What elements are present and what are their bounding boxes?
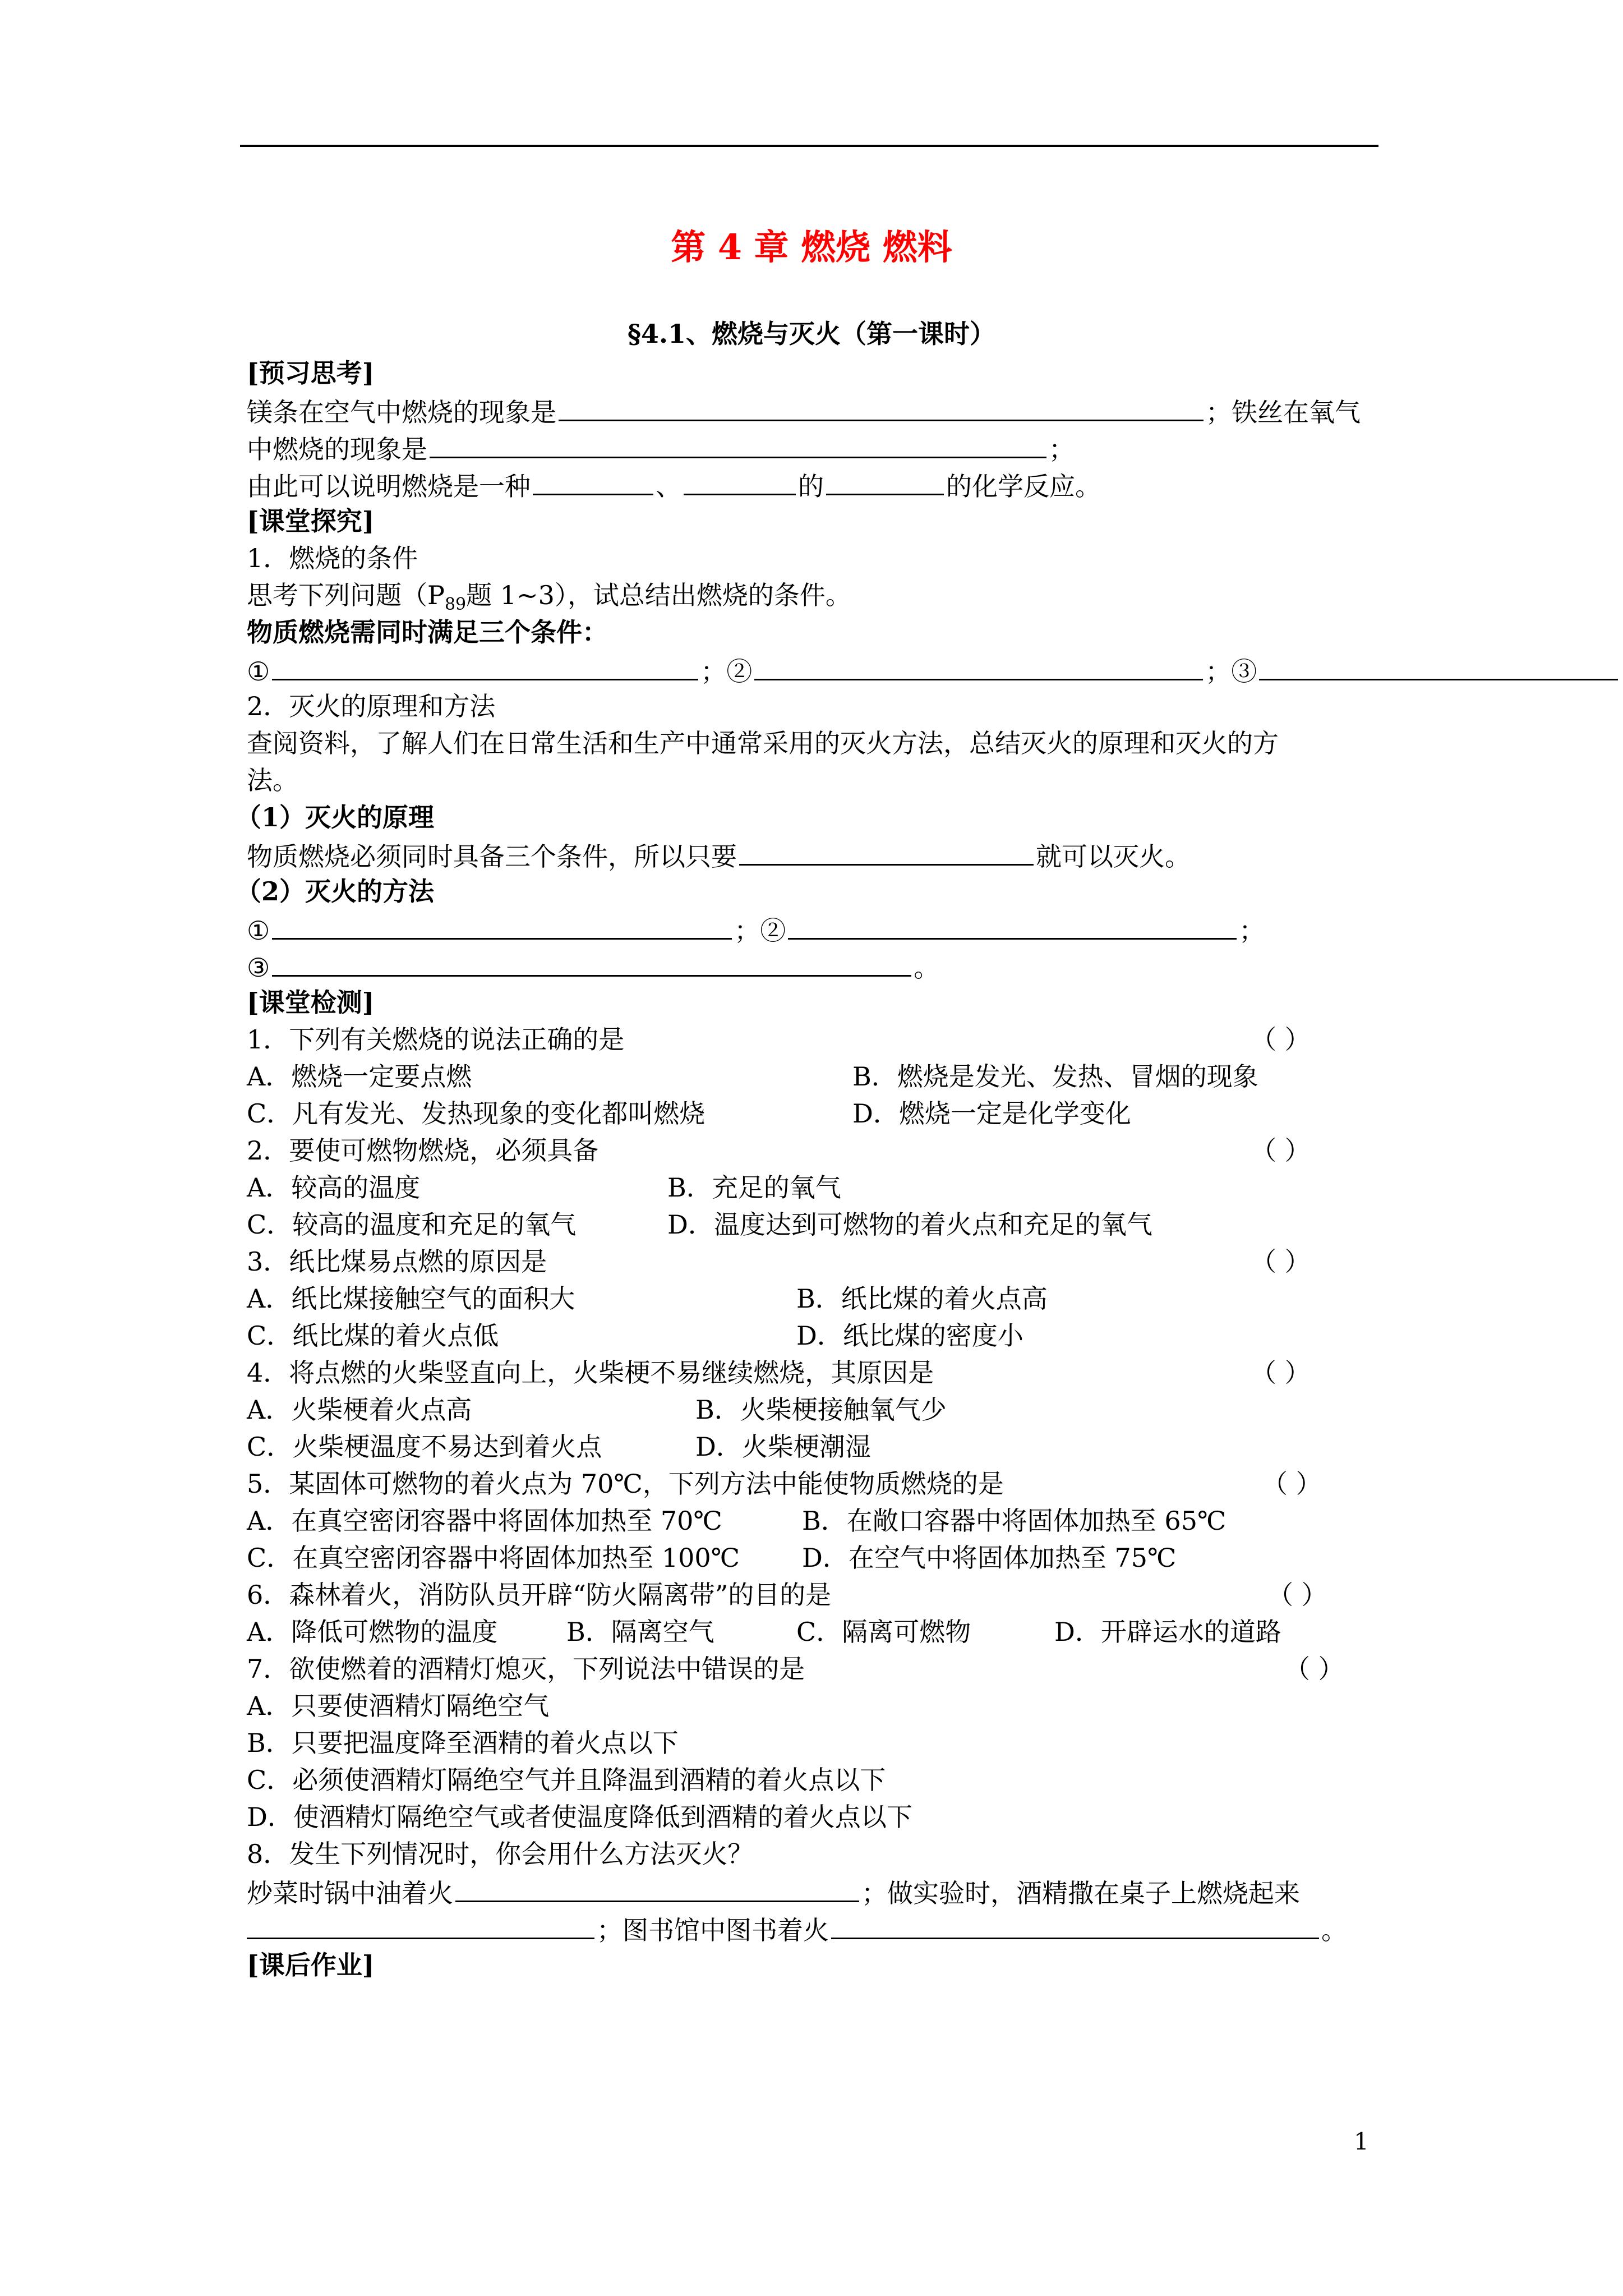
- option-4d[interactable]: D．火柴梗潮湿: [695, 1432, 871, 1462]
- option-2d[interactable]: D．温度达到可燃物的着火点和充足的氧气: [667, 1209, 1152, 1240]
- method-line-2: ③ 。: [247, 947, 939, 984]
- answer-blank[interactable]: [455, 1872, 859, 1902]
- answer-paren[interactable]: （ ）: [1251, 1246, 1311, 1277]
- explore-item-2: 2．灭火的原理和方法: [247, 691, 496, 721]
- section-heading-explore: [课堂探究]: [247, 506, 375, 536]
- preview-line-3: 由此可以说明燃烧是一种 、 的 的化学反应。: [247, 466, 1101, 503]
- answer-blank[interactable]: [430, 429, 1046, 458]
- answer-paren[interactable]: （ ）: [1267, 1580, 1327, 1610]
- question-8: 8．发生下列情况时，你会用什么方法灭火？: [247, 1839, 754, 1869]
- preview-line-1: 镁条在空气中燃烧的现象是 ；铁丝在氧气: [247, 392, 1361, 429]
- answer-blank[interactable]: [272, 910, 732, 940]
- method-heading: （2）灭火的方法: [236, 876, 435, 907]
- option-1d[interactable]: D．燃烧一定是化学变化: [852, 1098, 1131, 1129]
- answer-paren[interactable]: （ ）: [1262, 1469, 1322, 1499]
- explore-conditions-heading: 物质燃烧需同时满足三个条件：: [247, 617, 608, 647]
- option-4b[interactable]: B．火柴梗接触氧气少: [695, 1395, 947, 1425]
- chapter-title: 第 4 章 燃烧 燃料: [671, 227, 952, 268]
- section-heading-test: [课堂检测]: [247, 987, 375, 1018]
- option-3a[interactable]: A．纸比煤接触空气的面积大: [247, 1283, 575, 1314]
- explore-item-1: 1．燃烧的条件: [247, 543, 418, 573]
- option-6a[interactable]: A．降低可燃物的温度: [247, 1617, 498, 1647]
- principle-text: 物质燃烧必须同时具备三个条件，所以只要 就可以灭火。: [247, 836, 1191, 873]
- question-2: 2．要使可燃物燃烧，必须具备: [247, 1135, 599, 1166]
- answer-blank[interactable]: [559, 392, 1204, 421]
- answer-paren[interactable]: （ ）: [1251, 1358, 1311, 1388]
- option-5a[interactable]: A．在真空密闭容器中将固体加热至 70℃: [247, 1506, 722, 1536]
- option-4a[interactable]: A．火柴梗着火点高: [247, 1395, 472, 1425]
- option-2a[interactable]: A．较高的温度: [247, 1172, 421, 1203]
- answer-blank[interactable]: [272, 651, 698, 680]
- option-3b[interactable]: B．纸比煤的着火点高: [796, 1283, 1048, 1314]
- answer-paren[interactable]: （ ）: [1284, 1654, 1344, 1684]
- option-7b[interactable]: B．只要把温度降至酒精的着火点以下: [247, 1728, 679, 1758]
- answer-blank[interactable]: [831, 1910, 1319, 1939]
- option-6b[interactable]: B．隔离空气: [566, 1617, 714, 1647]
- explore-text-2: 法。: [247, 765, 298, 795]
- answer-blank[interactable]: [754, 651, 1203, 680]
- option-3c[interactable]: C．纸比煤的着火点低: [247, 1320, 499, 1351]
- question-8-line-1: 炒菜时锅中油着火 ；做实验时，酒精撒在桌子上燃烧起来: [247, 1872, 1300, 1910]
- preview-line-2: 中燃烧的现象是 ；: [247, 429, 1075, 466]
- option-4c[interactable]: C．火柴梗温度不易达到着火点: [247, 1432, 602, 1462]
- lesson-subtitle: §4.1、燃烧与灭火（第一课时）: [627, 319, 996, 349]
- conditions-line: ① ；② ；③: [247, 651, 1620, 688]
- option-2b[interactable]: B．充足的氧气: [667, 1172, 841, 1203]
- answer-blank[interactable]: [739, 836, 1034, 866]
- question-3: 3．纸比煤易点燃的原因是: [247, 1246, 547, 1277]
- answer-paren[interactable]: （ ）: [1251, 1024, 1311, 1055]
- option-5c[interactable]: C．在真空密闭容器中将固体加热至 100℃: [247, 1543, 740, 1573]
- option-1c[interactable]: C．凡有发光、发热现象的变化都叫燃烧: [247, 1098, 706, 1129]
- answer-blank[interactable]: [247, 1910, 594, 1939]
- option-7d[interactable]: D．使酒精灯隔绝空气或者使温度降低到酒精的着火点以下: [247, 1802, 912, 1832]
- question-1: 1．下列有关燃烧的说法正确的是: [247, 1024, 625, 1055]
- option-6c[interactable]: C．隔离可燃物: [796, 1617, 971, 1647]
- option-3d[interactable]: D．纸比煤的密度小: [796, 1320, 1023, 1351]
- question-5: 5．某固体可燃物的着火点为 70℃，下列方法中能使物质燃烧的是: [247, 1469, 1004, 1499]
- option-5b[interactable]: B．在敞口容器中将固体加热至 65℃: [802, 1506, 1227, 1536]
- answer-blank[interactable]: [826, 466, 944, 495]
- section-heading-preview: [预习思考]: [247, 358, 375, 388]
- answer-blank[interactable]: [272, 947, 911, 977]
- option-7c[interactable]: C．必须使酒精灯隔绝空气并且降温到酒精的着火点以下: [247, 1765, 886, 1795]
- option-5d[interactable]: D．在空气中将固体加热至 75℃: [802, 1543, 1177, 1573]
- method-line-1: ① ；② ；: [247, 910, 1265, 947]
- question-7: 7．欲使燃着的酒精灯熄灭，下列说法中错误的是: [247, 1654, 805, 1684]
- answer-blank[interactable]: [788, 910, 1237, 940]
- header-rule: [240, 145, 1378, 147]
- option-1a[interactable]: A．燃烧一定要点燃: [247, 1061, 472, 1092]
- question-6: 6．森林着火，消防队员开辟“防火隔离带”的目的是: [247, 1580, 832, 1610]
- answer-blank[interactable]: [1259, 651, 1618, 680]
- explore-text-1: 查阅资料，了解人们在日常生活和生产中通常采用的灭火方法，总结灭火的原理和灭火的方: [247, 728, 1279, 758]
- answer-blank[interactable]: [684, 466, 796, 495]
- section-heading-homework: [课后作业]: [247, 1950, 375, 1980]
- question-4: 4．将点燃的火柴竖直向上，火柴梗不易继续燃烧，其原因是: [247, 1358, 934, 1388]
- page-number: 1: [1354, 2128, 1369, 2155]
- principle-heading: （1）灭火的原理: [236, 802, 435, 832]
- option-7a[interactable]: A．只要使酒精灯隔绝空气: [247, 1691, 550, 1721]
- answer-blank[interactable]: [533, 466, 653, 495]
- answer-paren[interactable]: （ ）: [1251, 1135, 1311, 1166]
- option-2c[interactable]: C．较高的温度和充足的氧气: [247, 1209, 577, 1240]
- option-1b[interactable]: B．燃烧是发光、发热、冒烟的现象: [852, 1061, 1258, 1092]
- question-8-line-2: ；图书馆中图书着火 。: [247, 1910, 1347, 1947]
- explore-think: 思考下列问题（$P_{89}$题 1~3），试总结出燃烧的条件。: [247, 580, 851, 615]
- option-6d[interactable]: D．开辟运水的道路: [1054, 1617, 1281, 1647]
